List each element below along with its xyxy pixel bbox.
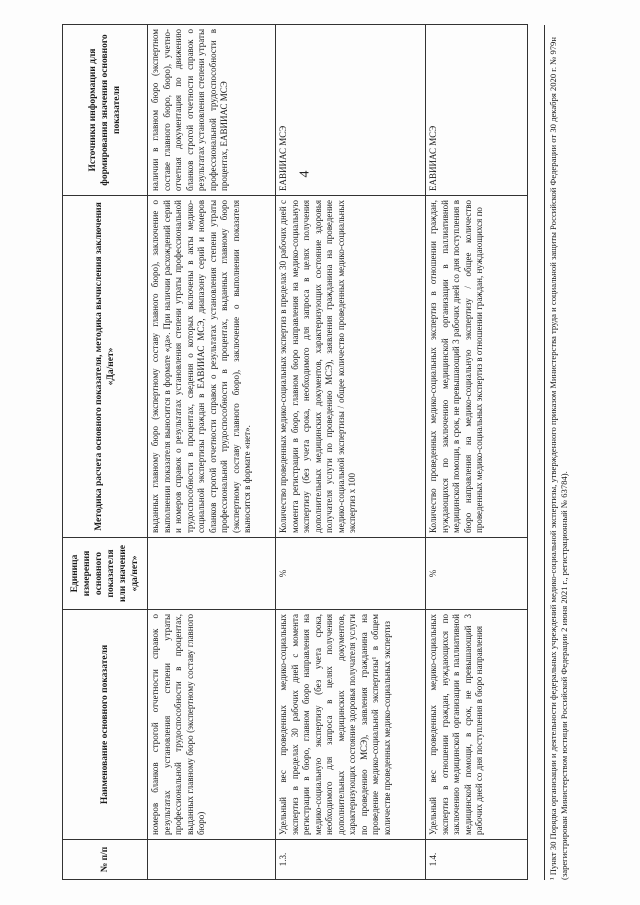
row-method: Количество проведенных медико-социальных экспертиз в отношении граждан, нуждающихся по заключению медицинской организации в паллиативной медицинской помощи, в срок, не превышающий 3 рабочих дней со дня поступления в бюро направления на медико-социальную экспертизу / общее количество проведенных медико-социальных экспертиз в отношении граждан, нуждающихся по: [426, 196, 528, 538]
row-name: Удельный вес проведенных медико-социальных экспертиз в отношении граждан, нуждающихся по заключению медицинской организации в паллиативной медицинской помощи, в срок, не превышающий 3 рабочих дней со дня поступления в бюро направления: [426, 610, 528, 840]
header-method: Методика расчета основного показателя, методика вычисления заключения «Да/нет»: [63, 196, 148, 538]
row-method: Количество проведенных медико-социальных экспертиз в пределах 30 рабочих дней с момента регистрации в бюро, главном бюро направления на медико-социальную экспертизу (без учета срока, необходимого для запроса в целях получения дополнительных медицинских документов, характеризующих состояние здоровья получателя услуги по проведению МСЭ), заявления гражданина на проведение медико-социальной экспертизы / общее количество проведенных медико-социальных экспертиз х 100: [276, 196, 426, 538]
rotated-content: [62, 25, 582, 880]
row-unit: %: [276, 538, 426, 610]
row-unit: [148, 538, 276, 610]
table-row: [148, 25, 276, 880]
row-name: номеров бланков строгой отчетности справок о результатах установления степени утраты профессиональной трудоспособности в процентах, выданных главному бюро (экспертному составу главного бюро): [148, 610, 276, 840]
header-name: Наименование основного показателя: [63, 610, 148, 840]
footnote: ¹ Пункт 30 Порядка организации и деятельности федеральных учреждений медико-социальной экспертизы, утвержденного приказом Министерства труда и социальной защиты Российской Федерации от 30 декабря 2020 г. № 979н (зарегистрирован Министерством юстиции Российской Федерации 2 июня 2021 г., регистрационный № 63784).: [544, 25, 570, 880]
indicators-table: [62, 24, 528, 880]
header-num: № п/п: [63, 840, 148, 880]
header-unit: Единица измерения основного показателя или значение «да/нет»: [63, 538, 148, 610]
header-source: Источники информации для формирования значения основного показателя: [63, 25, 148, 196]
row-source: наличии в главном бюро (экспертном составе главного бюро, бюро), учетно-отчетная документация по движению бланков строгой отчетности справок о результатах установления степени утраты профессиональной трудоспособности в процентах, ЕАВИИАС МСЭ: [148, 25, 276, 196]
row-source: ЕАВИИАС МСЭ: [276, 25, 426, 196]
page-number: 4: [297, 170, 313, 178]
table-header-row: [63, 25, 148, 880]
row-source: ЕАВИИАС МСЭ: [426, 25, 528, 196]
row-method: выданных главному бюро (экспертному составу главного бюро), заключение о выполнении показателя выносится в формате «да». При наличии расхождений серий и номеров справок о результатах установления степени утраты профессиональной трудоспособности в процентах, сведения о которых включены в акты медико-социальной экспертизы граждан в ЕАВИИАС МСЭ, диапазону серий и номеров бланков строгой отчетности справок о результатах установления степени утраты профессиональной трудоспособности в процентах, выданных главному бюро (экспертному составу главного бюро), заключение о выполнении показателя выносится в формате «нет».: [148, 196, 276, 538]
row-num: 1.3.: [276, 840, 426, 880]
row-name: Удельный вес проведенных медико-социальных экспертиз в пределах 30 рабочих дней с момента регистрации в бюро, главном бюро направления на медико-социальную экспертизу (без учета срока, необходимого для запроса в целях получения дополнительных медицинских документов, характеризующих состояние здоровья получателя услуги по проведению МСЭ), заявления гражданина на проведение медико-социальной экспертизы¹ в общем количестве проведенных медико-социальных экспертиз: [276, 610, 426, 840]
row-unit: %: [426, 538, 528, 610]
row-num: 1.4.: [426, 840, 528, 880]
row-num: [148, 840, 276, 880]
table-row: [426, 25, 528, 880]
table-row: [276, 25, 426, 880]
